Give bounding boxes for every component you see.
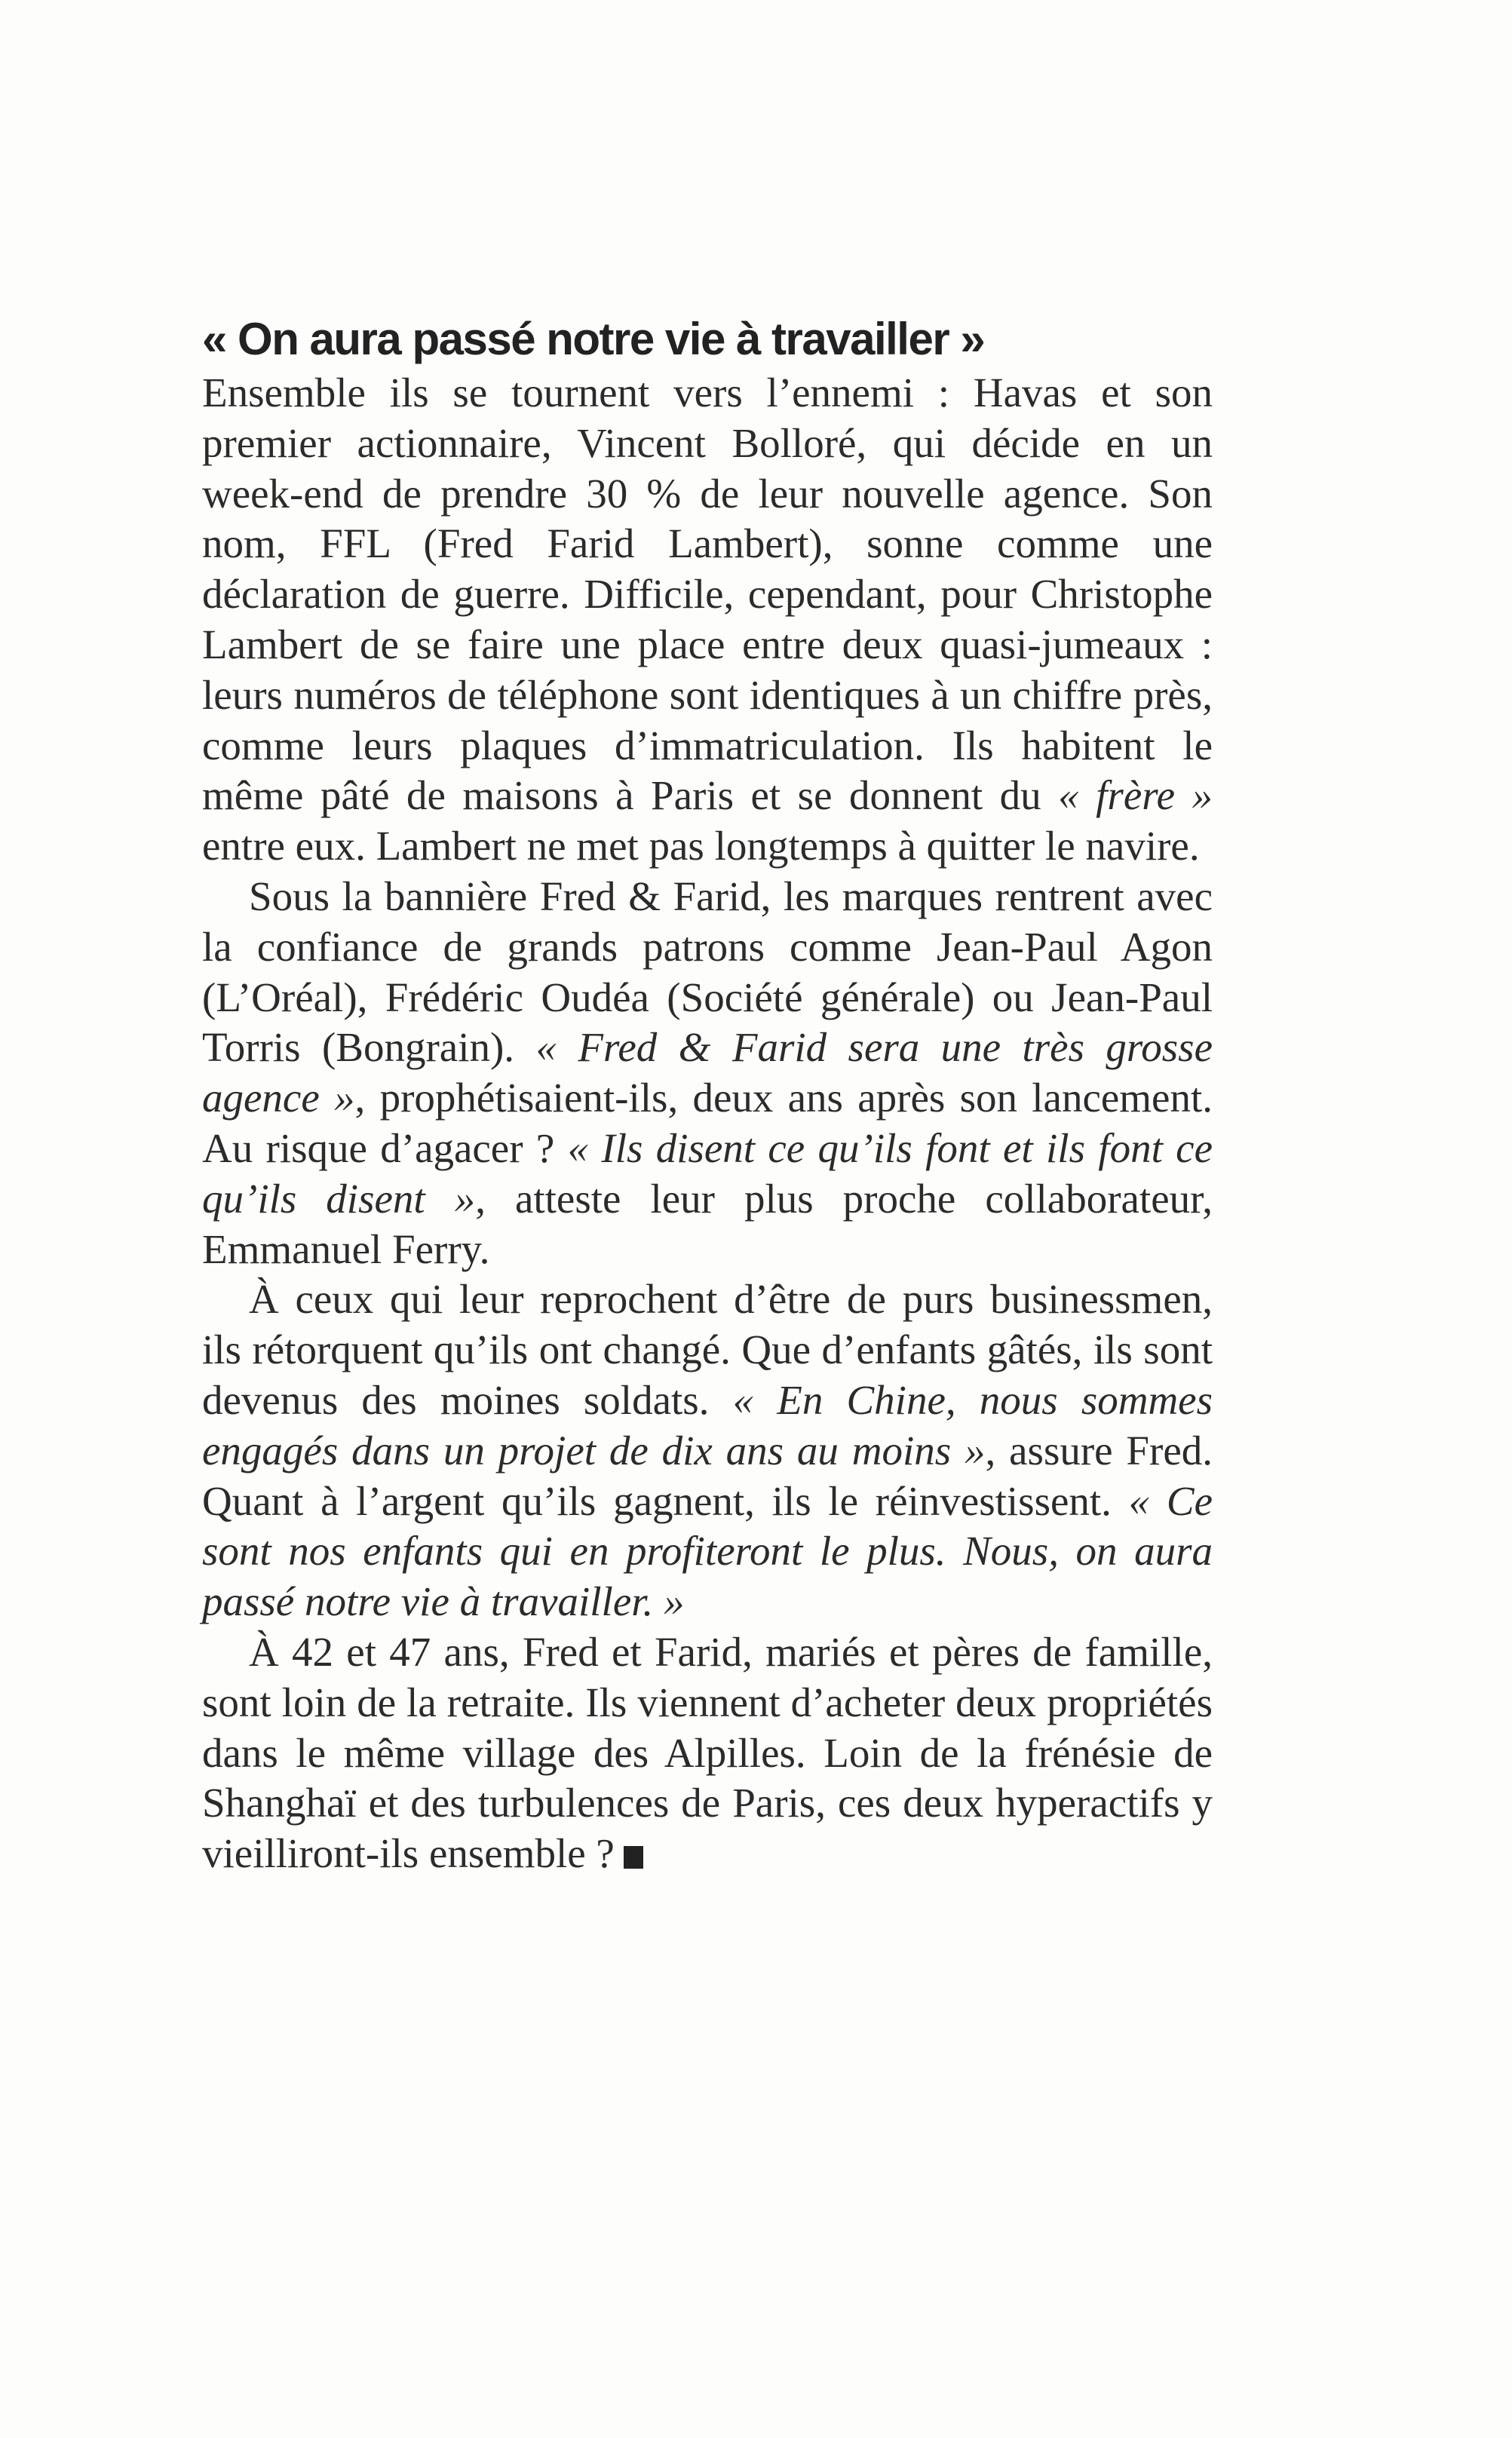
paragraph-2-text-2: , prophétisaient-ils, deux ans après son lancement. Au risque d’agacer ? bbox=[202, 1075, 1213, 1171]
paragraph-4-text-1: À 42 et 47 ans, Fred et Farid, mariés et pères de famille, sont loin de la retraite. Ils viennent d’acheter deux propriétés dans le même village des Alpilles. Loin de la frénésie de Shanghaï et des turbulences de Paris, ces deux hyperactifs y vieilliront-ils ensemble ? bbox=[202, 1628, 1213, 1877]
paragraph-1 bbox=[202, 368, 1213, 872]
paragraph-4 bbox=[202, 1627, 1213, 1879]
paragraph-2-text-1: Sous la bannière Fred & Farid, les marques rentrent avec la confiance de grands patrons comme Jean-Paul Agon (L’Oréal), Frédéric Oudéa (Société générale) ou Jean-Paul Torris (Bongrain). bbox=[202, 872, 1213, 1071]
quote-ils-disent: « Ils disent ce qu’ils font et ils font ce qu’ils disent » bbox=[202, 1124, 1213, 1222]
quote-grosse-agence: « Fred & Farid sera une très grosse agence » bbox=[202, 1024, 1213, 1121]
paragraph-2-text-3: , atteste leur plus proche collaborateur, Emmanuel Ferry. bbox=[202, 1175, 1213, 1272]
article-headline: « On aura passé notre vie à travailler » bbox=[202, 314, 985, 364]
paragraph-2 bbox=[202, 872, 1213, 1274]
quote-chine: « En Chine, nous sommes engagés dans un projet de dix ans au moins » bbox=[202, 1376, 1213, 1474]
paragraph-3-text-1: À ceux qui leur reprochent d’être de purs businessmen, ils rétorquent qu’ils ont changé. Que d’enfants gâtés, ils sont devenus des moines soldats. bbox=[202, 1276, 1213, 1423]
paragraph-1-text-2: entre eux. Lambert ne met pas longtemps à quitter le navire. bbox=[202, 823, 1200, 869]
end-of-article-square-icon bbox=[624, 1846, 643, 1869]
paragraph-1-text-1: Ensemble ils se tournent vers l’ennemi : Havas et son premier actionnaire, Vincent Bolloré, qui décide en un week-end de prendre 30 % de leur nouvelle agence. Son nom, FFL (Fred Farid Lambert), sonne comme une déclaration de guerre. Difficile, cependant, pour Christophe Lambert de se faire une place entre deux quasi-jumeaux : leurs numéros de téléphone sont identiques à un chiffre près, comme leurs plaques d’immatriculation. Ils habitent le même pâté de maisons à Paris et se donnent du bbox=[202, 370, 1213, 819]
quote-frere: « frère » bbox=[1058, 772, 1213, 819]
paragraph-3-text-2: , assure Fred. Quant à l’argent qu’ils gagnent, ils le réinvestissent. bbox=[202, 1427, 1213, 1524]
quote-nos-enfants: « Ce sont nos enfants qui en profiteront le plus. Nous, on aura passé notre vie à travailler. » bbox=[202, 1477, 1213, 1625]
article-body bbox=[202, 368, 1213, 1879]
article-excerpt bbox=[202, 313, 1213, 1879]
paragraph-3 bbox=[202, 1274, 1213, 1627]
